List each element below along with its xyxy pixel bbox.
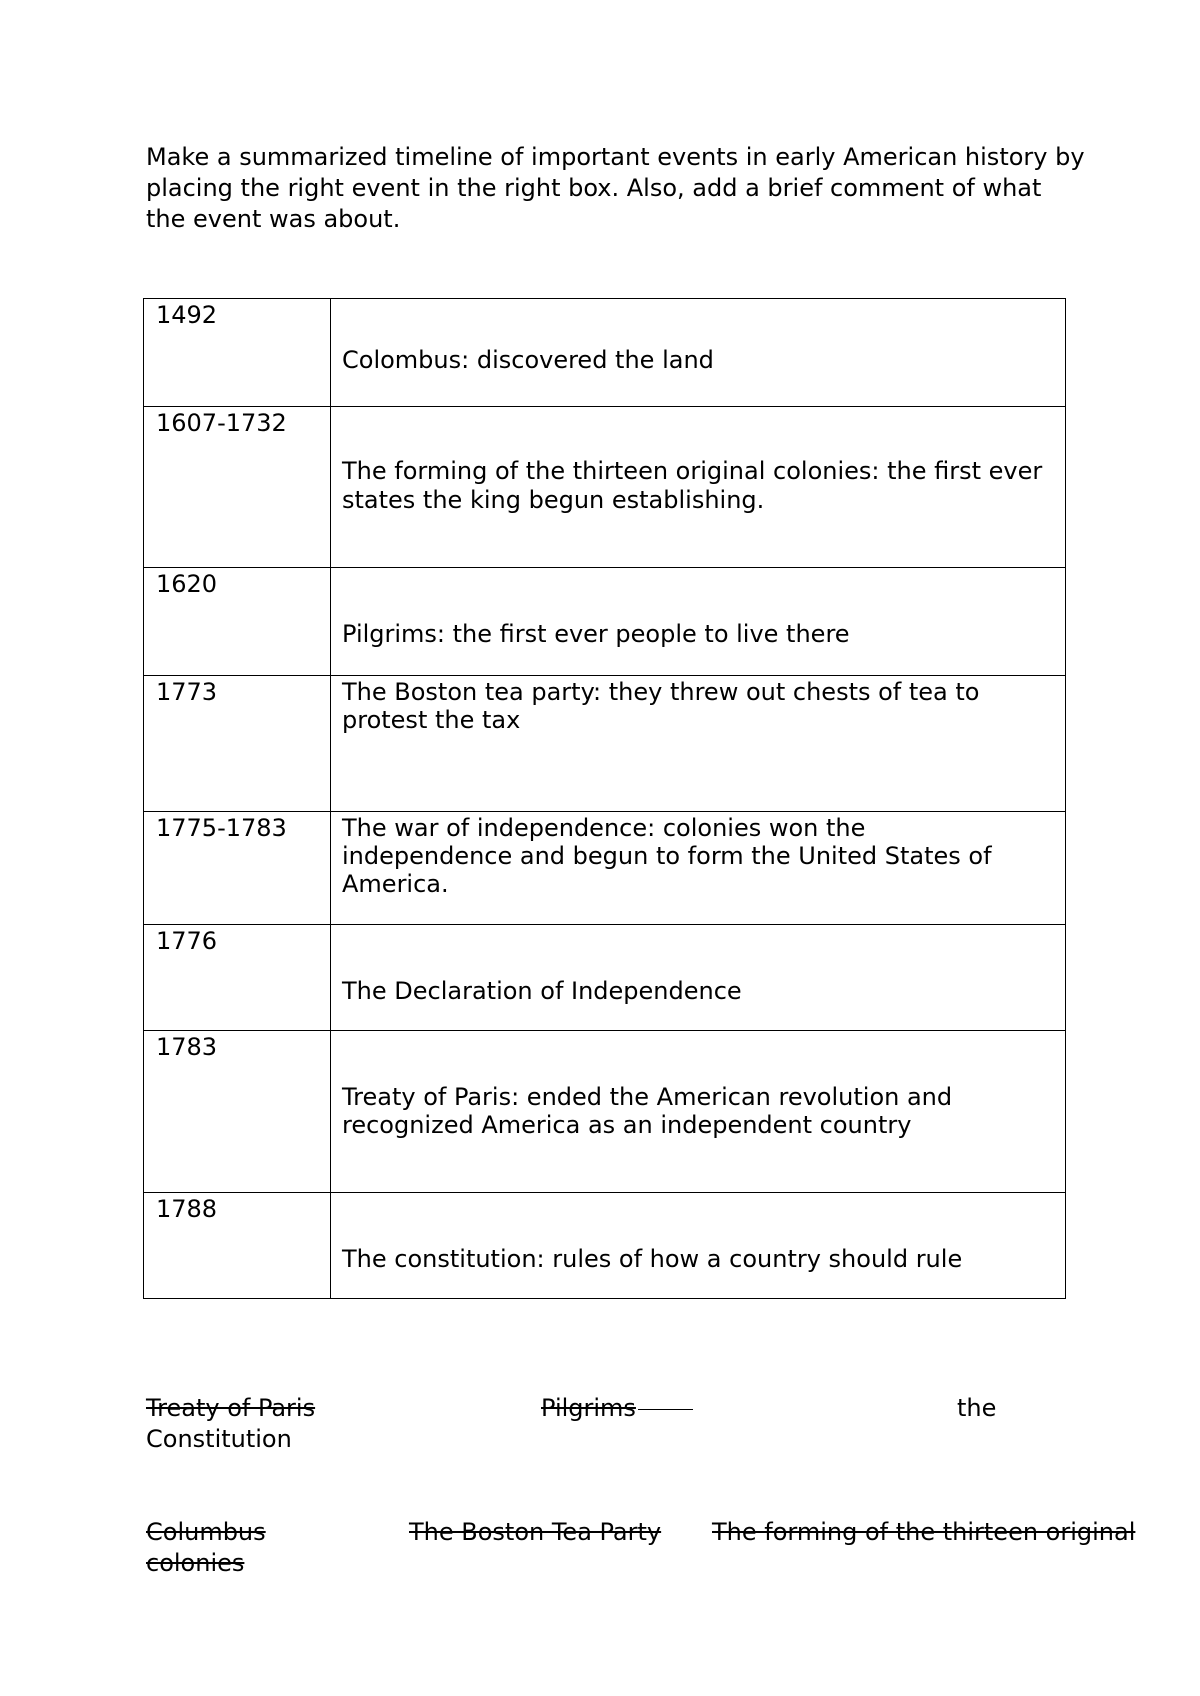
timeline-row xyxy=(144,812,1066,925)
timeline-row xyxy=(144,1193,1066,1299)
word-bank-treaty-of-paris: Treaty of Paris xyxy=(146,1394,316,1422)
event-text: The forming of the thirteen original colonies: the first ever states the king begun establishing. xyxy=(342,457,1043,514)
word-bank-columbus: Columbus xyxy=(146,1518,266,1546)
word-bank-colonies: colonies xyxy=(146,1549,245,1577)
word-bank-forming-colonies: The forming of the thirteen original xyxy=(712,1518,1136,1546)
strike-line xyxy=(638,1409,693,1410)
timeline-row xyxy=(144,407,1066,568)
event-text: The war of independence: colonies won the independence and begun to form the United States of America. xyxy=(342,814,992,898)
event-cell[interactable] xyxy=(331,407,1066,568)
event-text: Colombus: discovered the land xyxy=(342,346,714,374)
word-bank-boston-tea-party: The Boston Tea Party xyxy=(409,1518,662,1546)
timeline-table xyxy=(143,298,1066,1299)
instructions-text: Make a summarized timeline of important events in early American history by placing the right event in the right box. Also, add a brief comment of what the event was about. xyxy=(146,143,1085,233)
event-cell[interactable] xyxy=(331,812,1066,925)
year-cell: 1492 xyxy=(144,299,331,407)
event-cell[interactable] xyxy=(331,568,1066,676)
event-text: Pilgrims: the first ever people to live there xyxy=(342,620,850,648)
year-cell: 1776 xyxy=(144,925,331,1031)
timeline-row xyxy=(144,925,1066,1031)
timeline-row xyxy=(144,1031,1066,1193)
word-bank-constitution: Constitution xyxy=(146,1425,292,1453)
event-text: The Declaration of Independence xyxy=(342,977,742,1005)
event-cell[interactable] xyxy=(331,1193,1066,1299)
event-cell[interactable] xyxy=(331,676,1066,812)
event-text: Treaty of Paris: ended the American revolution and recognized America as an independent country xyxy=(342,1083,953,1139)
event-cell[interactable] xyxy=(331,299,1066,407)
event-cell[interactable] xyxy=(331,1031,1066,1193)
year-cell: 1607-1732 xyxy=(144,407,331,568)
event-cell[interactable] xyxy=(331,925,1066,1031)
word-bank-the: the xyxy=(957,1394,997,1422)
year-cell: 1775-1783 xyxy=(144,812,331,925)
timeline-row xyxy=(144,676,1066,812)
timeline-row xyxy=(144,568,1066,676)
timeline-row xyxy=(144,299,1066,407)
year-cell: 1773 xyxy=(144,676,331,812)
event-text: The constitution: rules of how a country should rule xyxy=(342,1245,963,1273)
event-text: The Boston tea party: they threw out chests of tea to protest the tax xyxy=(342,678,980,734)
year-cell: 1620 xyxy=(144,568,331,676)
year-cell: 1783 xyxy=(144,1031,331,1193)
word-bank-pilgrims xyxy=(541,1393,693,1424)
word-bank-pilgrims-text: Pilgrims xyxy=(541,1394,636,1422)
year-cell: 1788 xyxy=(144,1193,331,1299)
